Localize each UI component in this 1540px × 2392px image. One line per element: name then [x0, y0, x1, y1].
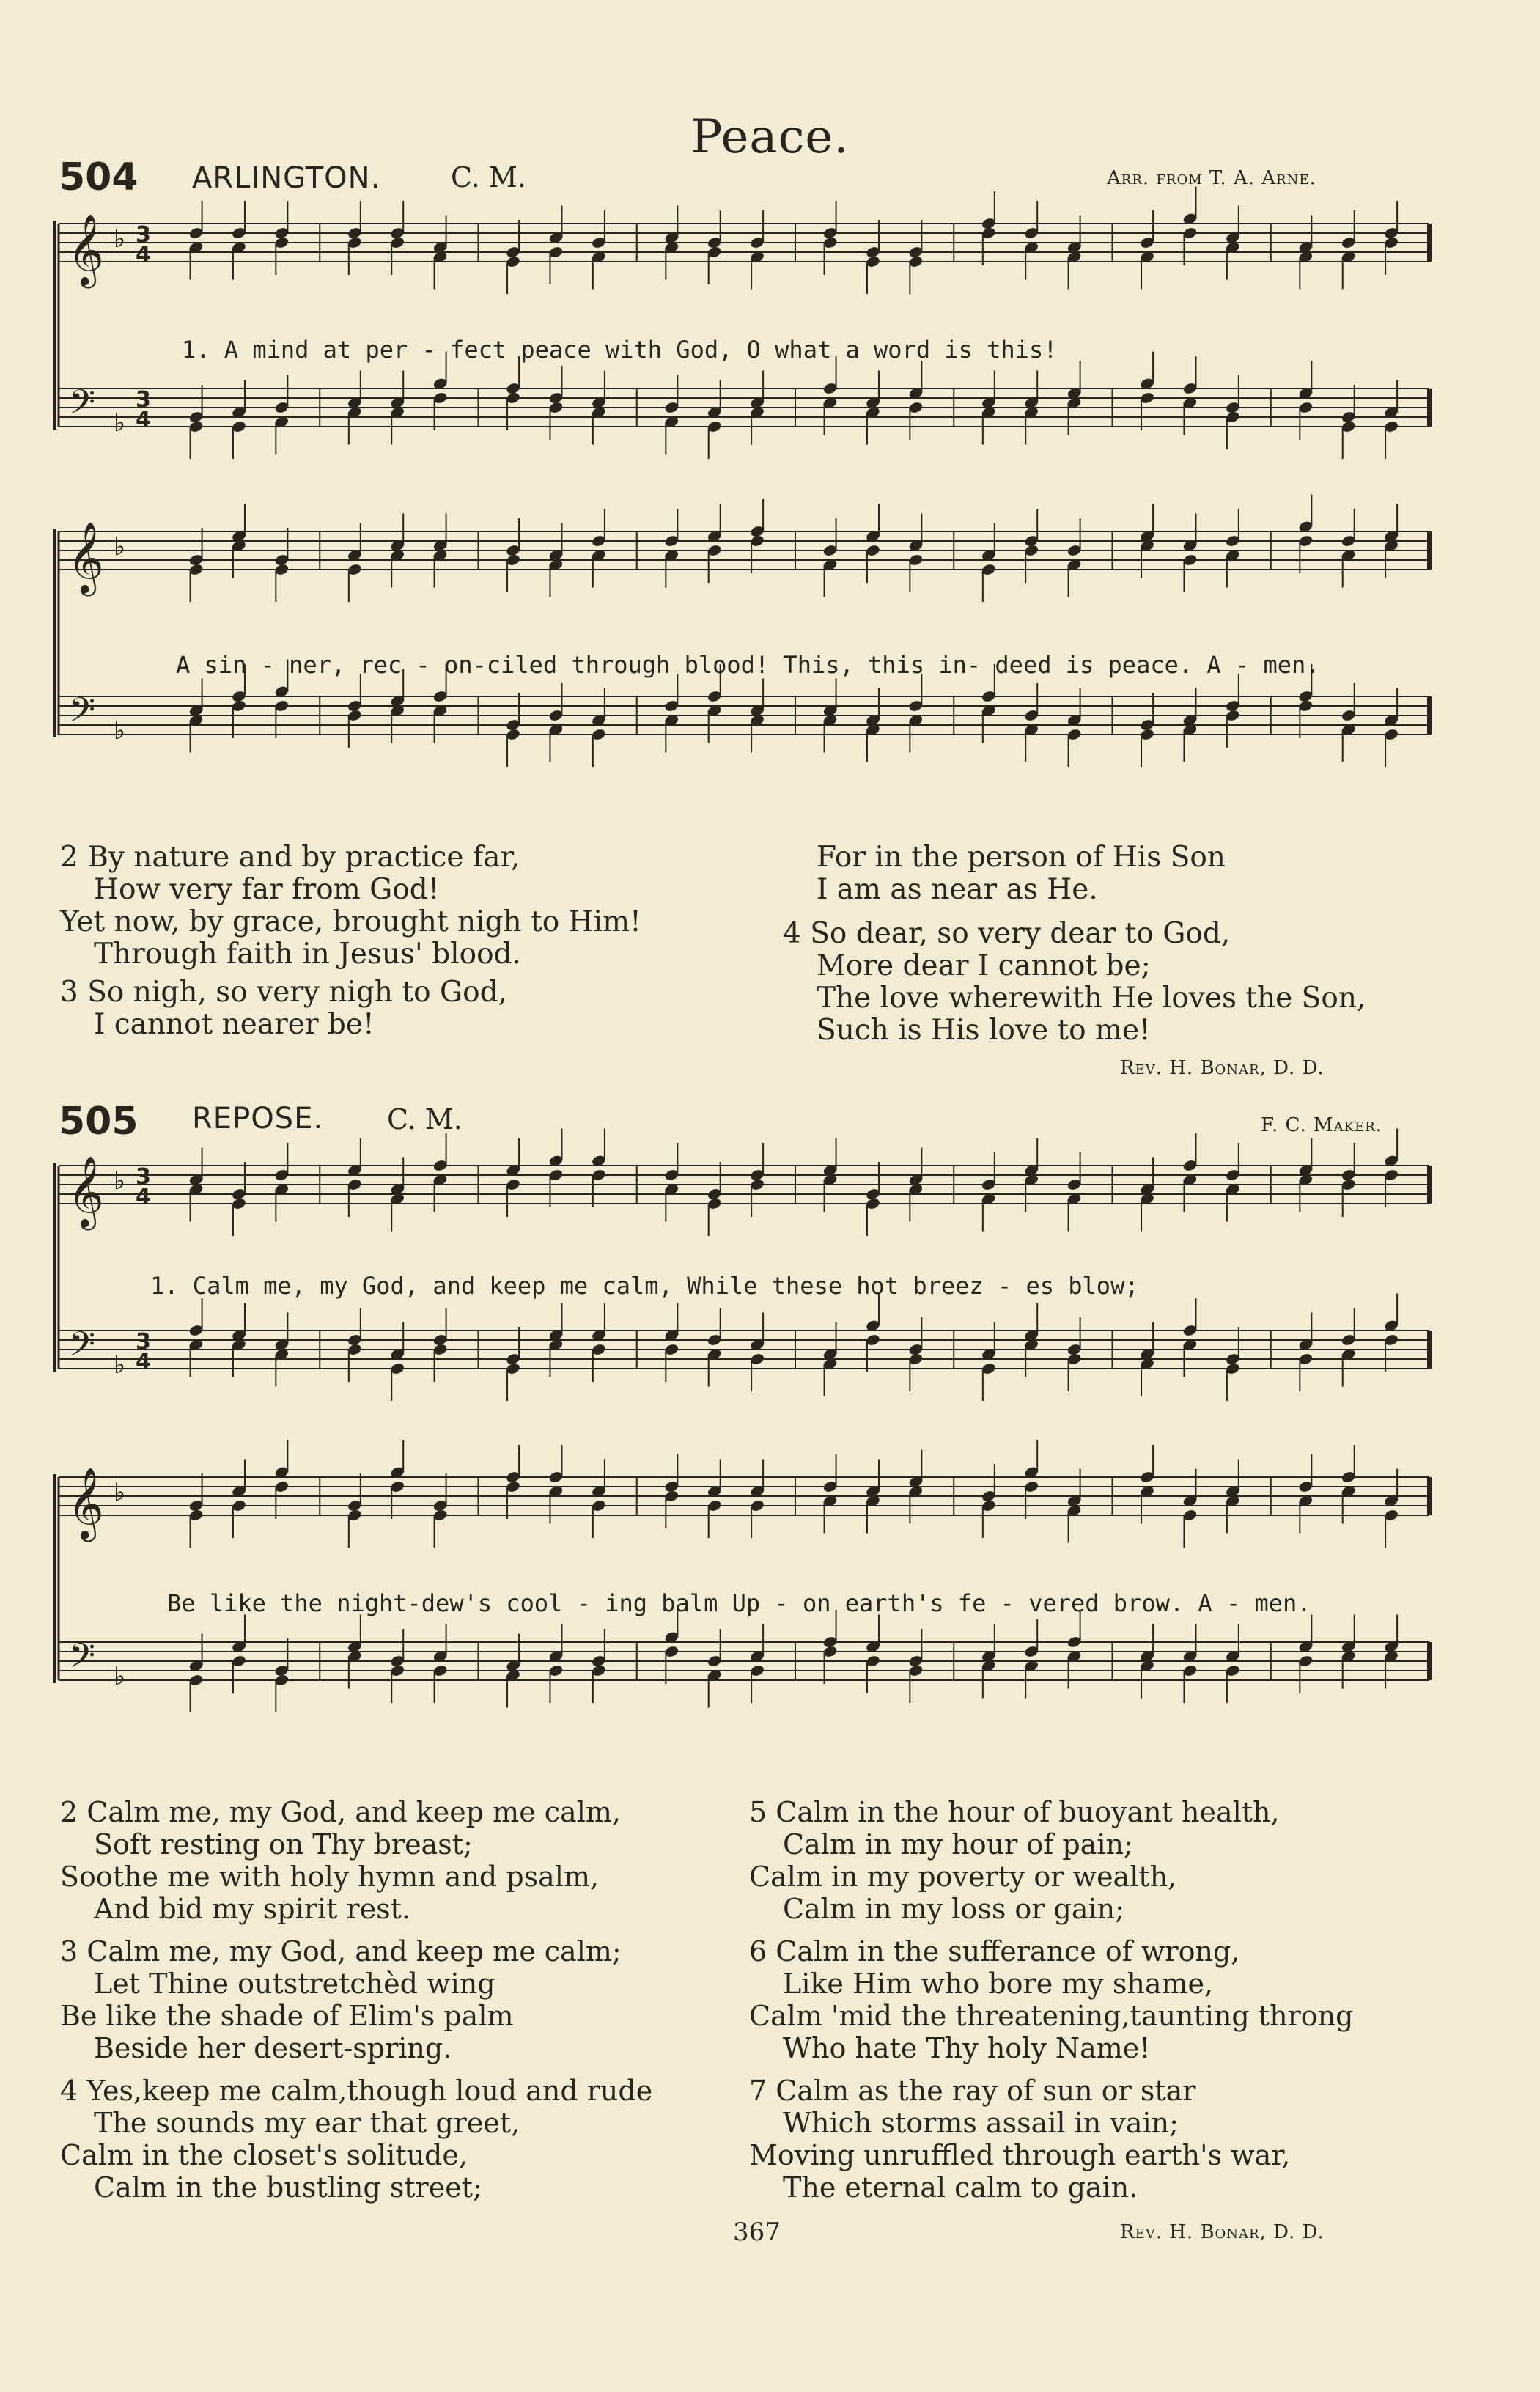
meter: C. M. — [387, 1103, 463, 1136]
lyric-line: A sin - ner, rec - on-ciled through blood! This, this in- deed is peace. A - men. — [176, 651, 1320, 679]
verse: 3 Calm me, my God, and keep me calm; Let Thine outstretchèd wing Be like the shade of Elim's palm Beside her desert-spring. — [60, 1935, 622, 2064]
verse: 6 Calm in the sufferance of wrong, Like Him who bore my shame, Calm 'mid the threatening,taunting throng Who hate Thy holy Name! — [749, 1935, 1354, 2064]
flat-icon: ♭ — [114, 1350, 126, 1380]
bass-clef-icon: 𝄢 — [69, 383, 96, 430]
bass-clef-icon: 𝄢 — [69, 1325, 96, 1372]
tune-name: REPOSE. — [192, 1102, 324, 1136]
author-credit: Rev. H. Bonar, D. D. — [1120, 2221, 1325, 2243]
composer-credit: F. C. Maker. — [1261, 1114, 1383, 1136]
time-signature: 3 — [136, 222, 151, 248]
bass-staff — [59, 1642, 1429, 1680]
hymn-number: 505 — [59, 1100, 139, 1144]
verse-column — [60, 1796, 652, 2204]
flat-icon: ♭ — [114, 1166, 126, 1196]
verse: 5 Calm in the hour of buoyant health, Calm in my hour of pain; Calm in my poverty or wealth, Calm in my loss or gain; — [749, 1796, 1280, 1925]
flat-icon: ♭ — [114, 1478, 126, 1507]
composer-credit: Arr. from T. A. Arne. — [1107, 167, 1316, 189]
time-signature: 4 — [136, 407, 151, 433]
time-signature: 4 — [136, 242, 151, 268]
author-credit: Rev. H. Bonar, D. D. — [1120, 1057, 1325, 1079]
treble-staff — [59, 1477, 1429, 1515]
flat-icon: ♭ — [114, 716, 126, 746]
time-signature: 4 — [136, 1349, 151, 1375]
meter: C. M. — [451, 161, 526, 194]
treble-clef-icon: 𝄞 — [67, 213, 104, 285]
verse: 4 So dear, so very dear to God, More dear I cannot be; The love wherewith He loves the Son, Such is His love to me! — [783, 917, 1366, 1047]
time-signature: 4 — [136, 1184, 151, 1210]
verse: 2 By nature and by practice far, How very far from God! Yet now, by grace, brought nigh to Him! Through faith in Jesus' blood. — [60, 841, 641, 971]
flat-icon: ♭ — [114, 1662, 126, 1691]
bass-clef-icon: 𝄢 — [69, 691, 96, 738]
hymn-number: 504 — [59, 155, 139, 199]
flat-icon: ♭ — [114, 408, 126, 438]
verse: 3 So nigh, so very nigh to God, I cannot nearer be! — [60, 976, 507, 1041]
time-signature: 3 — [136, 1164, 151, 1190]
bass-staff — [59, 696, 1429, 735]
treble-staff — [59, 531, 1429, 570]
verse: 7 Calm as the ray of sun or star Which storms assail in vain; Moving unruffled through earth's war, The eternal calm to gain. — [749, 2075, 1291, 2204]
lyric-line: Be like the night-dew's cool - ing balm Up - on earth's fe - vered brow. A - men. — [167, 1589, 1311, 1617]
verse-column — [60, 842, 641, 1041]
flat-icon: ♭ — [114, 532, 126, 562]
tune-name: ARLINGTON. — [192, 161, 381, 195]
treble-staff — [59, 224, 1429, 262]
treble-clef-icon: 𝄞 — [67, 1467, 104, 1539]
lyric-line: 1. Calm me, my God, and keep me calm, While these hot breez - es blow; — [150, 1272, 1139, 1300]
lyric-line: 1. A mind at per - fect peace with God, O what a word is this! — [182, 336, 1058, 364]
section-title: Peace. — [690, 110, 850, 164]
bass-staff — [59, 389, 1429, 427]
page-number: 367 — [733, 2218, 781, 2247]
treble-clef-icon: 𝄞 — [67, 521, 104, 593]
treble-clef-icon: 𝄞 — [67, 1155, 104, 1227]
treble-staff — [59, 1166, 1429, 1204]
verse: 2 Calm me, my God, and keep me calm, Soft resting on Thy breast; Soothe me with holy hymn and psalm, And bid my spirit rest. — [60, 1796, 621, 1925]
verse-column — [749, 1796, 1353, 2204]
bass-staff — [59, 1331, 1429, 1369]
verse-column — [783, 842, 1366, 1047]
flat-icon: ♭ — [114, 224, 126, 254]
time-signature: 3 — [136, 387, 151, 413]
music-system — [51, 1147, 1437, 1455]
bass-clef-icon: 𝄢 — [69, 1636, 96, 1684]
verse: 4 Yes,keep me calm,though loud and rude The sounds my ear that greet, Calm in the closet's solitude, Calm in the bustling street; — [60, 2075, 653, 2204]
time-signature: 3 — [136, 1329, 151, 1355]
verse: For in the person of His Son I am as near as He. — [817, 841, 1226, 906]
